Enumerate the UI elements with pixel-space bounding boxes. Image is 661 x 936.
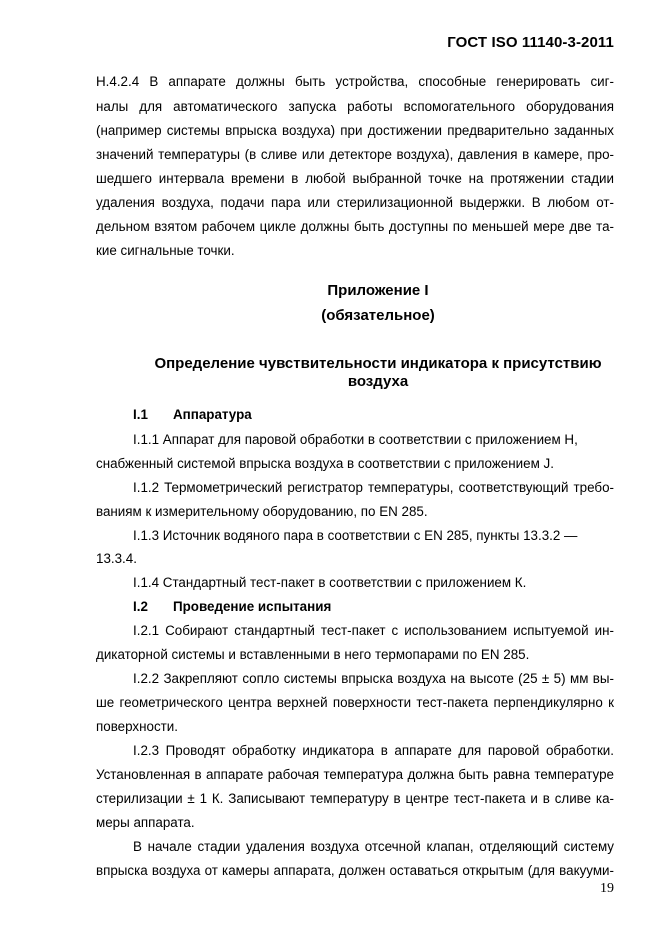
text-line: налы для автоматического запуска работы вспомогательного оборудования	[96, 99, 614, 114]
text-line: (например системы впрыска воздуха) при достижении предварительно заданных	[96, 123, 614, 138]
section-title: Проведение испытания	[173, 599, 332, 614]
section-heading-i-2	[133, 599, 331, 615]
text-line: ше геометрического центра верхней поверхности тест-пакета перпендикулярно к	[96, 695, 614, 710]
section-heading-i-1	[133, 407, 252, 423]
text-line: ваниям к измерительному оборудованию, по EN 285.	[96, 504, 428, 519]
section-title: Аппаратура	[173, 407, 252, 422]
text-line: I.2.3 Проводят обработку индикатора в аппарате для паровой обработки.	[133, 743, 614, 758]
text-line: поверхности.	[96, 719, 178, 734]
page-number: 19	[600, 881, 614, 896]
annex-heading: Приложение I	[327, 282, 429, 299]
text-line: шедшего интервала времени в любой выбранной точке на протяжении стадии	[96, 171, 614, 186]
text-line: I.2.1 Собирают стандартный тест-пакет с использованием испытуемой ин-	[133, 623, 614, 638]
text-line: В начале стадии удаления воздуха отсечной клапан, отделяющий систему	[133, 839, 614, 854]
annex-status: (обязательное)	[321, 307, 435, 324]
text-line: удаления воздуха, подачи пара или стерилизационной выдержки. В любом от-	[96, 195, 614, 210]
text-line: впрыска воздуха от камеры аппарата, должен оставаться открытым (для вакууми-	[96, 863, 614, 878]
text-line: I.2.2 Закрепляют сопло системы впрыска воздуха на высоте (25 ± 5) мм вы-	[133, 671, 614, 686]
text-line: меры аппарата.	[96, 815, 195, 830]
section-number: I.2	[133, 599, 148, 614]
section-number: I.1	[133, 407, 148, 422]
text-line: снабженный системой впрыска воздуха в соответствии с приложением J.	[96, 456, 554, 471]
text-line: кие сигнальные точки.	[96, 243, 235, 258]
text-line: Установленная в аппарате рабочая температура должна быть равна температуре	[96, 767, 614, 782]
text-line: значений температуры (в сливе или детекторе воздуха), давления в камере, про-	[96, 147, 614, 162]
text-line: I.1.1 Аппарат для паровой обработки в соответствии с приложением Н,	[133, 432, 578, 447]
annex-title: Определение чувствительности индикатора к присутствию воздуха	[154, 355, 602, 390]
text-line: дельном взятом рабочем цикле должны быть доступны по меньшей мере две та-	[96, 219, 614, 234]
text-line: Н.4.2.4 В аппарате должны быть устройства, способные генерировать сиг-	[96, 74, 614, 89]
text-line: I.1.3 Источник водяного пара в соответствии с EN 285, пункты 13.3.2 —	[133, 528, 578, 543]
text-line: I.1.4 Стандартный тест-пакет в соответствии с приложением К.	[133, 575, 527, 590]
text-line: I.1.2 Термометрический регистратор температуры, соответствующий требо-	[133, 480, 614, 495]
text-line: стерилизации ± 1 К. Записывают температуру в центре тест-пакета и в сливе ка-	[96, 791, 614, 806]
standard-designation: ГОСТ ISO 11140-3-2011	[447, 34, 614, 51]
text-line: дикаторной системы и вставленными в него термопарами по EN 285.	[96, 647, 530, 662]
text-line: 13.3.4.	[96, 551, 137, 566]
